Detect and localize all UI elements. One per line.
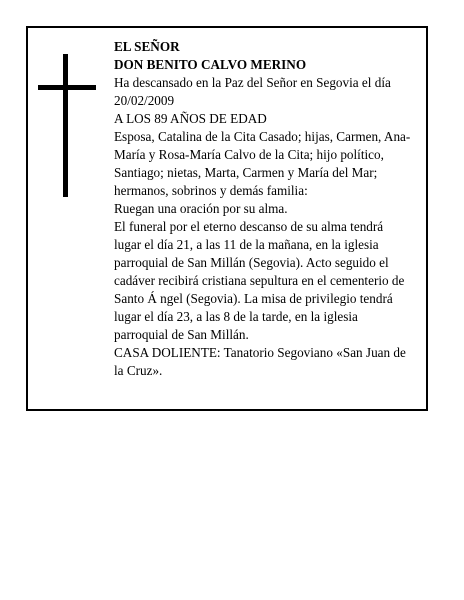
family-line: Esposa, Catalina de la Cita Casado; hijas, Carmen, Ana- <box>114 129 411 144</box>
cross-vertical-bar <box>63 54 68 197</box>
age-statement: A LOS 89 AÑOS DE EDAD <box>114 111 267 126</box>
funeral-line: lugar el día 23, a las 8 de la tarde, en la iglesia <box>114 309 358 324</box>
funeral-line: parroquial de San Millán. <box>114 327 249 342</box>
family-line: María y Rosa-María Calvo de la Cita; hijo político, <box>114 147 384 162</box>
family-line: hermanos, sobrinos y demás familia: <box>114 183 308 198</box>
mourning-house-line: la Cruz». <box>114 363 163 378</box>
death-date: 20/02/2009 <box>114 93 175 108</box>
funeral-line: parroquial de San Millán (Segovia). Acto seguido el <box>114 255 389 270</box>
funeral-line: lugar el día 21, a las 11 de la mañana, en la iglesia <box>114 237 379 252</box>
obituary-text <box>114 38 422 380</box>
deceased-title: EL SEÑOR <box>114 39 180 54</box>
funeral-line: Santo Á ngel (Segovia). La misa de privilegio tendrá <box>114 291 393 306</box>
rest-statement-line: Ha descansado en la Paz del Señor en Segovia el día <box>114 75 391 90</box>
funeral-line: cadáver recibirá cristiana sepultura en el cementerio de <box>114 273 405 288</box>
family-line: Santiago; nietas, Marta, Carmen y María del Mar; <box>114 165 378 180</box>
funeral-line: El funeral por el eterno descanso de su alma tendrá <box>114 219 384 234</box>
cross-horizontal-bar <box>38 85 96 90</box>
deceased-name: DON BENITO CALVO MERINO <box>114 57 307 72</box>
mourning-house-line: CASA DOLIENTE: Tanatorio Segoviano «San Juan de <box>114 345 406 360</box>
prayer-request: Ruegan una oración por su alma. <box>114 201 288 216</box>
